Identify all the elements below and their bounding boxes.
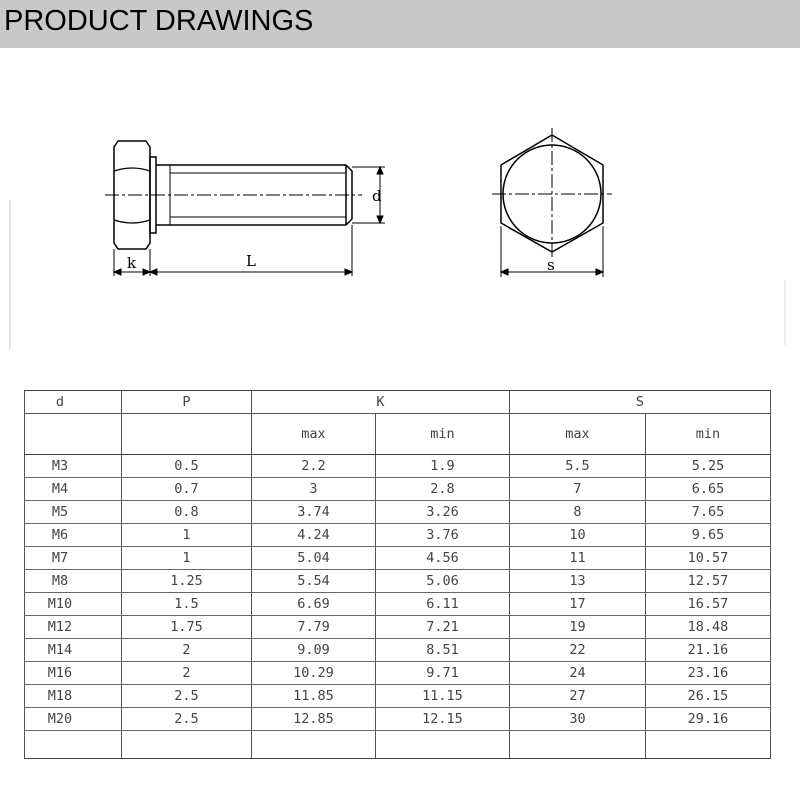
cell-k-max: 12.85 (252, 708, 376, 731)
table-row (25, 685, 771, 708)
cell-k-min: 11.15 (376, 685, 510, 708)
cell-k-min: 1.9 (376, 455, 510, 478)
page-title: PRODUCT DRAWINGS (4, 5, 314, 37)
subheader-s-min: min (646, 414, 771, 455)
cell-k-max: 10.29 (252, 662, 376, 685)
blank-cell (252, 731, 376, 759)
bolt-end-view (492, 128, 612, 258)
cell-k-max: 9.09 (252, 639, 376, 662)
cell-s-max: 8 (510, 501, 646, 524)
cell-p: 0.5 (122, 455, 252, 478)
subheader-s-max: max (510, 414, 646, 455)
cell-k-min: 3.76 (376, 524, 510, 547)
table-row (25, 639, 771, 662)
table-row (25, 501, 771, 524)
cell-d: M20 (25, 708, 122, 731)
dim-label-d: d (372, 187, 382, 205)
cell-k-max: 3 (252, 478, 376, 501)
cell-k-max: 3.74 (252, 501, 376, 524)
cell-d: M8 (25, 570, 122, 593)
cell-s-min: 12.57 (646, 570, 771, 593)
cell-s-max: 19 (510, 616, 646, 639)
subheader-blank (122, 414, 252, 455)
cell-p: 2.5 (122, 708, 252, 731)
cell-k-min: 8.51 (376, 639, 510, 662)
cell-s-min: 7.65 (646, 501, 771, 524)
cell-k-min: 4.56 (376, 547, 510, 570)
cell-s-max: 7 (510, 478, 646, 501)
cell-d: M14 (25, 639, 122, 662)
table-row (25, 524, 771, 547)
subheader-blank (25, 414, 122, 455)
cell-k-max: 5.54 (252, 570, 376, 593)
col-header-d: d (25, 391, 122, 414)
cell-p: 2 (122, 662, 252, 685)
cell-s-max: 30 (510, 708, 646, 731)
cell-s-min: 26.15 (646, 685, 771, 708)
col-header-p: P (122, 391, 252, 414)
cell-d: M7 (25, 547, 122, 570)
cell-s-max: 11 (510, 547, 646, 570)
cell-d: M4 (25, 478, 122, 501)
cell-k-max: 7.79 (252, 616, 376, 639)
cell-s-max: 24 (510, 662, 646, 685)
bolt-drawing (0, 0, 800, 370)
cell-p: 1.75 (122, 616, 252, 639)
cell-d: M12 (25, 616, 122, 639)
cell-p: 2 (122, 639, 252, 662)
cell-s-min: 16.57 (646, 593, 771, 616)
cell-s-max: 10 (510, 524, 646, 547)
cell-p: 1.25 (122, 570, 252, 593)
col-header-s: S (510, 391, 771, 414)
cell-d: M18 (25, 685, 122, 708)
cell-s-max: 13 (510, 570, 646, 593)
bolt-side-view (105, 141, 362, 249)
cell-s-min: 6.65 (646, 478, 771, 501)
blank-cell (122, 731, 252, 759)
table-row (25, 593, 771, 616)
cell-s-min: 9.65 (646, 524, 771, 547)
cell-s-min: 29.16 (646, 708, 771, 731)
blank-cell (376, 731, 510, 759)
cell-s-max: 5.5 (510, 455, 646, 478)
cell-d: M16 (25, 662, 122, 685)
cell-k-min: 5.06 (376, 570, 510, 593)
table-row (25, 570, 771, 593)
cell-k-min: 12.15 (376, 708, 510, 731)
blank-cell (25, 731, 122, 759)
cell-k-min: 2.8 (376, 478, 510, 501)
cell-p: 0.8 (122, 501, 252, 524)
cell-d: M10 (25, 593, 122, 616)
blank-cell (646, 731, 771, 759)
table-row (25, 662, 771, 685)
cell-p: 0.7 (122, 478, 252, 501)
cell-s-max: 22 (510, 639, 646, 662)
cell-s-min: 10.57 (646, 547, 771, 570)
cell-k-max: 5.04 (252, 547, 376, 570)
cell-p: 1 (122, 524, 252, 547)
cell-s-max: 27 (510, 685, 646, 708)
cell-k-min: 3.26 (376, 501, 510, 524)
subheader-k-min: min (376, 414, 510, 455)
dim-label-s: s (547, 256, 555, 274)
cell-s-min: 5.25 (646, 455, 771, 478)
cell-p: 2.5 (122, 685, 252, 708)
cell-k-min: 6.11 (376, 593, 510, 616)
dim-label-k: k (127, 254, 137, 272)
cell-k-max: 6.69 (252, 593, 376, 616)
cell-p: 1.5 (122, 593, 252, 616)
cell-k-max: 2.2 (252, 455, 376, 478)
cell-k-min: 9.71 (376, 662, 510, 685)
table-row (25, 616, 771, 639)
cell-k-max: 4.24 (252, 524, 376, 547)
cell-s-min: 21.16 (646, 639, 771, 662)
cell-s-max: 17 (510, 593, 646, 616)
table-row (25, 478, 771, 501)
col-header-k: K (252, 391, 510, 414)
cell-k-max: 11.85 (252, 685, 376, 708)
blank-cell (510, 731, 646, 759)
subheader-k-max: max (252, 414, 376, 455)
cell-k-min: 7.21 (376, 616, 510, 639)
cell-p: 1 (122, 547, 252, 570)
cell-d: M6 (25, 524, 122, 547)
cell-s-min: 18.48 (646, 616, 771, 639)
table-row (25, 708, 771, 731)
table-row (25, 547, 771, 570)
table-blank-row (25, 731, 771, 759)
dim-label-L: L (246, 252, 256, 270)
table-row (25, 455, 771, 478)
cell-d: M5 (25, 501, 122, 524)
cell-d: M3 (25, 455, 122, 478)
dimension-table (24, 390, 771, 759)
cell-s-min: 23.16 (646, 662, 771, 685)
